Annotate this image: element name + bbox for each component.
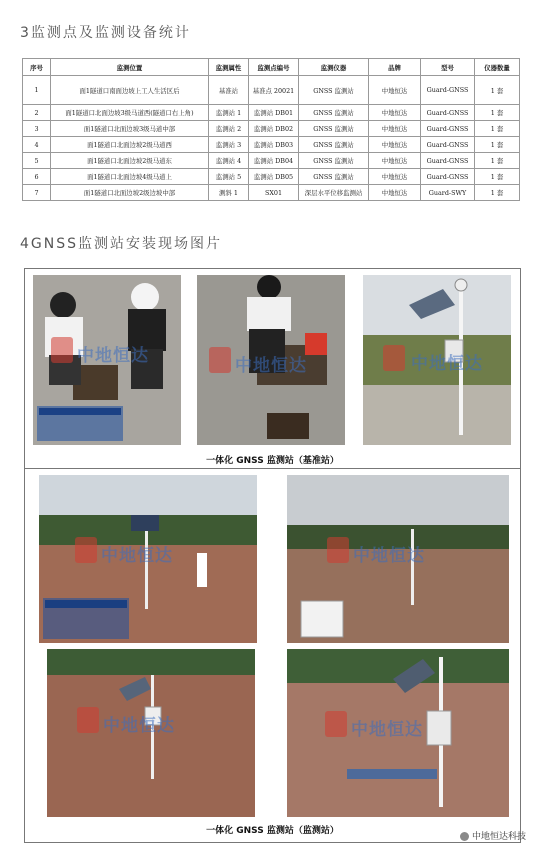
- cell-quantity: 1 套: [475, 121, 520, 137]
- cell-brand: 中地恒达: [369, 105, 421, 121]
- cell-point-id: 监测站 DB02: [249, 121, 299, 137]
- table-row: [23, 105, 520, 121]
- cell-instrument: GNSS 监测站: [299, 137, 369, 153]
- cell-instrument: GNSS 监测站: [299, 121, 369, 137]
- caption-monitor-station: 一体化 GNSS 监测站（监测站）: [206, 826, 339, 836]
- cell-location: 面1隧道口北面边坡4级马道上: [51, 169, 209, 185]
- cell-point-id: 监测站 DB01: [249, 105, 299, 121]
- cell-attribute: 测斜 1: [209, 185, 249, 201]
- cell-brand: 中地恒达: [369, 121, 421, 137]
- monitor-photo-4: [287, 649, 509, 817]
- cell-instrument: GNSS 监测站: [299, 153, 369, 169]
- cell-point-id: 监测站 DB05: [249, 169, 299, 185]
- table-header-row: [23, 59, 520, 76]
- cell-index: 7: [23, 185, 51, 201]
- cell-quantity: 1 套: [475, 169, 520, 185]
- cell-brand: 中地恒达: [369, 185, 421, 201]
- cell-point-id: 监测站 DB03: [249, 137, 299, 153]
- cell-attribute: 基准站: [209, 76, 249, 105]
- cell-index: 1: [23, 76, 51, 105]
- cell-point-id: SX01: [249, 185, 299, 201]
- photo-info-box: [37, 406, 123, 442]
- cell-quantity: 1 套: [475, 137, 520, 153]
- cell-quantity: 1 套: [475, 185, 520, 201]
- cell-model: Guard-SWY: [421, 185, 475, 201]
- cell-index: 2: [23, 105, 51, 121]
- header-brand: 品牌: [369, 59, 421, 76]
- cell-attribute: 监测站 1: [209, 105, 249, 121]
- cell-model: Guard-GNSS: [421, 76, 475, 105]
- base-station-frame: [24, 268, 521, 470]
- section-title-stats: 3监测点及监测设备统计: [20, 25, 191, 41]
- cell-location: 面1隧道口北面边坡3级马道中部: [51, 121, 209, 137]
- cell-model: Guard-GNSS: [421, 137, 475, 153]
- cell-index: 5: [23, 153, 51, 169]
- table-row: [23, 185, 520, 201]
- header-model: 型号: [421, 59, 475, 76]
- cell-location: 面1隧道口北面边坡2级边坡中部: [51, 185, 209, 201]
- table-row: [23, 137, 520, 153]
- header-index: 序号: [23, 59, 51, 76]
- watermark-logo-icon: [383, 345, 405, 371]
- cell-attribute: 监测站 4: [209, 153, 249, 169]
- cell-point-id: 监测站 DB04: [249, 153, 299, 169]
- table-row: [23, 121, 520, 137]
- monitor-photo-1: [39, 475, 257, 643]
- watermark-logo-icon: [327, 537, 349, 563]
- caption-base-station: 一体化 GNSS 监测站（基准站）: [206, 456, 339, 466]
- cell-instrument: GNSS 监测站: [299, 76, 369, 105]
- monitor-photo-3: [47, 649, 255, 817]
- cell-location: 面1隧道口南面边坡上工人生活区后: [51, 76, 209, 105]
- table-row: [23, 153, 520, 169]
- watermark-logo-icon: [209, 347, 231, 373]
- watermark-logo-icon: [51, 337, 73, 363]
- cell-brand: 中地恒达: [369, 153, 421, 169]
- cell-model: Guard-GNSS: [421, 153, 475, 169]
- cell-index: 3: [23, 121, 51, 137]
- header-point-id: 监测点编号: [249, 59, 299, 76]
- cell-instrument: GNSS 监测站: [299, 169, 369, 185]
- cell-quantity: 1 套: [475, 76, 520, 105]
- cell-quantity: 1 套: [475, 105, 520, 121]
- cell-attribute: 监测站 2: [209, 121, 249, 137]
- watermark-text: 中地恒达: [77, 346, 149, 366]
- watermark-text: 中地恒达: [103, 716, 175, 736]
- cell-brand: 中地恒达: [369, 137, 421, 153]
- photo-grid: [24, 268, 521, 842]
- cell-model: Guard-GNSS: [421, 121, 475, 137]
- cell-instrument: 深层水平位移监测站: [299, 185, 369, 201]
- header-instrument: 监测仪器: [299, 59, 369, 76]
- base-photo-1: [33, 275, 181, 445]
- cell-point-id: 基准点 20021: [249, 76, 299, 105]
- cell-index: 6: [23, 169, 51, 185]
- cell-model: Guard-GNSS: [421, 105, 475, 121]
- cell-index: 4: [23, 137, 51, 153]
- photo-info-box: [43, 598, 129, 639]
- wechat-icon: [460, 832, 469, 841]
- watermark-logo-icon: [325, 711, 347, 737]
- cell-location: 面1隧道口北面边坡2级马道东: [51, 153, 209, 169]
- table-row: [23, 76, 520, 105]
- cell-brand: 中地恒达: [369, 76, 421, 105]
- cell-location: 面1隧道口北面边坡2级马道西: [51, 137, 209, 153]
- table-row: [23, 169, 520, 185]
- cell-attribute: 监测站 5: [209, 169, 249, 185]
- monitor-photo-2: [287, 475, 509, 643]
- monitor-station-frame: [24, 468, 521, 843]
- base-photo-3: [363, 275, 511, 445]
- cell-quantity: 1 套: [475, 153, 520, 169]
- header-location: 监测位置: [51, 59, 209, 76]
- watermark-text: 中地恒达: [411, 354, 483, 374]
- watermark-text: 中地恒达: [353, 546, 425, 566]
- watermark-text: 中地恒达: [351, 720, 423, 740]
- base-photo-2: [197, 275, 345, 445]
- section-title-photos: 4GNSS监测站安装现场图片: [20, 236, 223, 252]
- cell-brand: 中地恒达: [369, 169, 421, 185]
- watermark-text: 中地恒达: [235, 356, 307, 376]
- source-tag: 中地恒达科技: [460, 829, 526, 842]
- watermark-logo-icon: [77, 707, 99, 733]
- stats-table: [22, 58, 520, 201]
- cell-attribute: 监测站 3: [209, 137, 249, 153]
- watermark-text: 中地恒达: [101, 546, 173, 566]
- header-quantity: 仪器数量: [475, 59, 520, 76]
- header-attribute: 监测属性: [209, 59, 249, 76]
- cell-model: Guard-GNSS: [421, 169, 475, 185]
- cell-instrument: GNSS 监测站: [299, 105, 369, 121]
- watermark-logo-icon: [75, 537, 97, 563]
- cell-location: 面1隧道口北面边坡3级马道西(隧道口右上角): [51, 105, 209, 121]
